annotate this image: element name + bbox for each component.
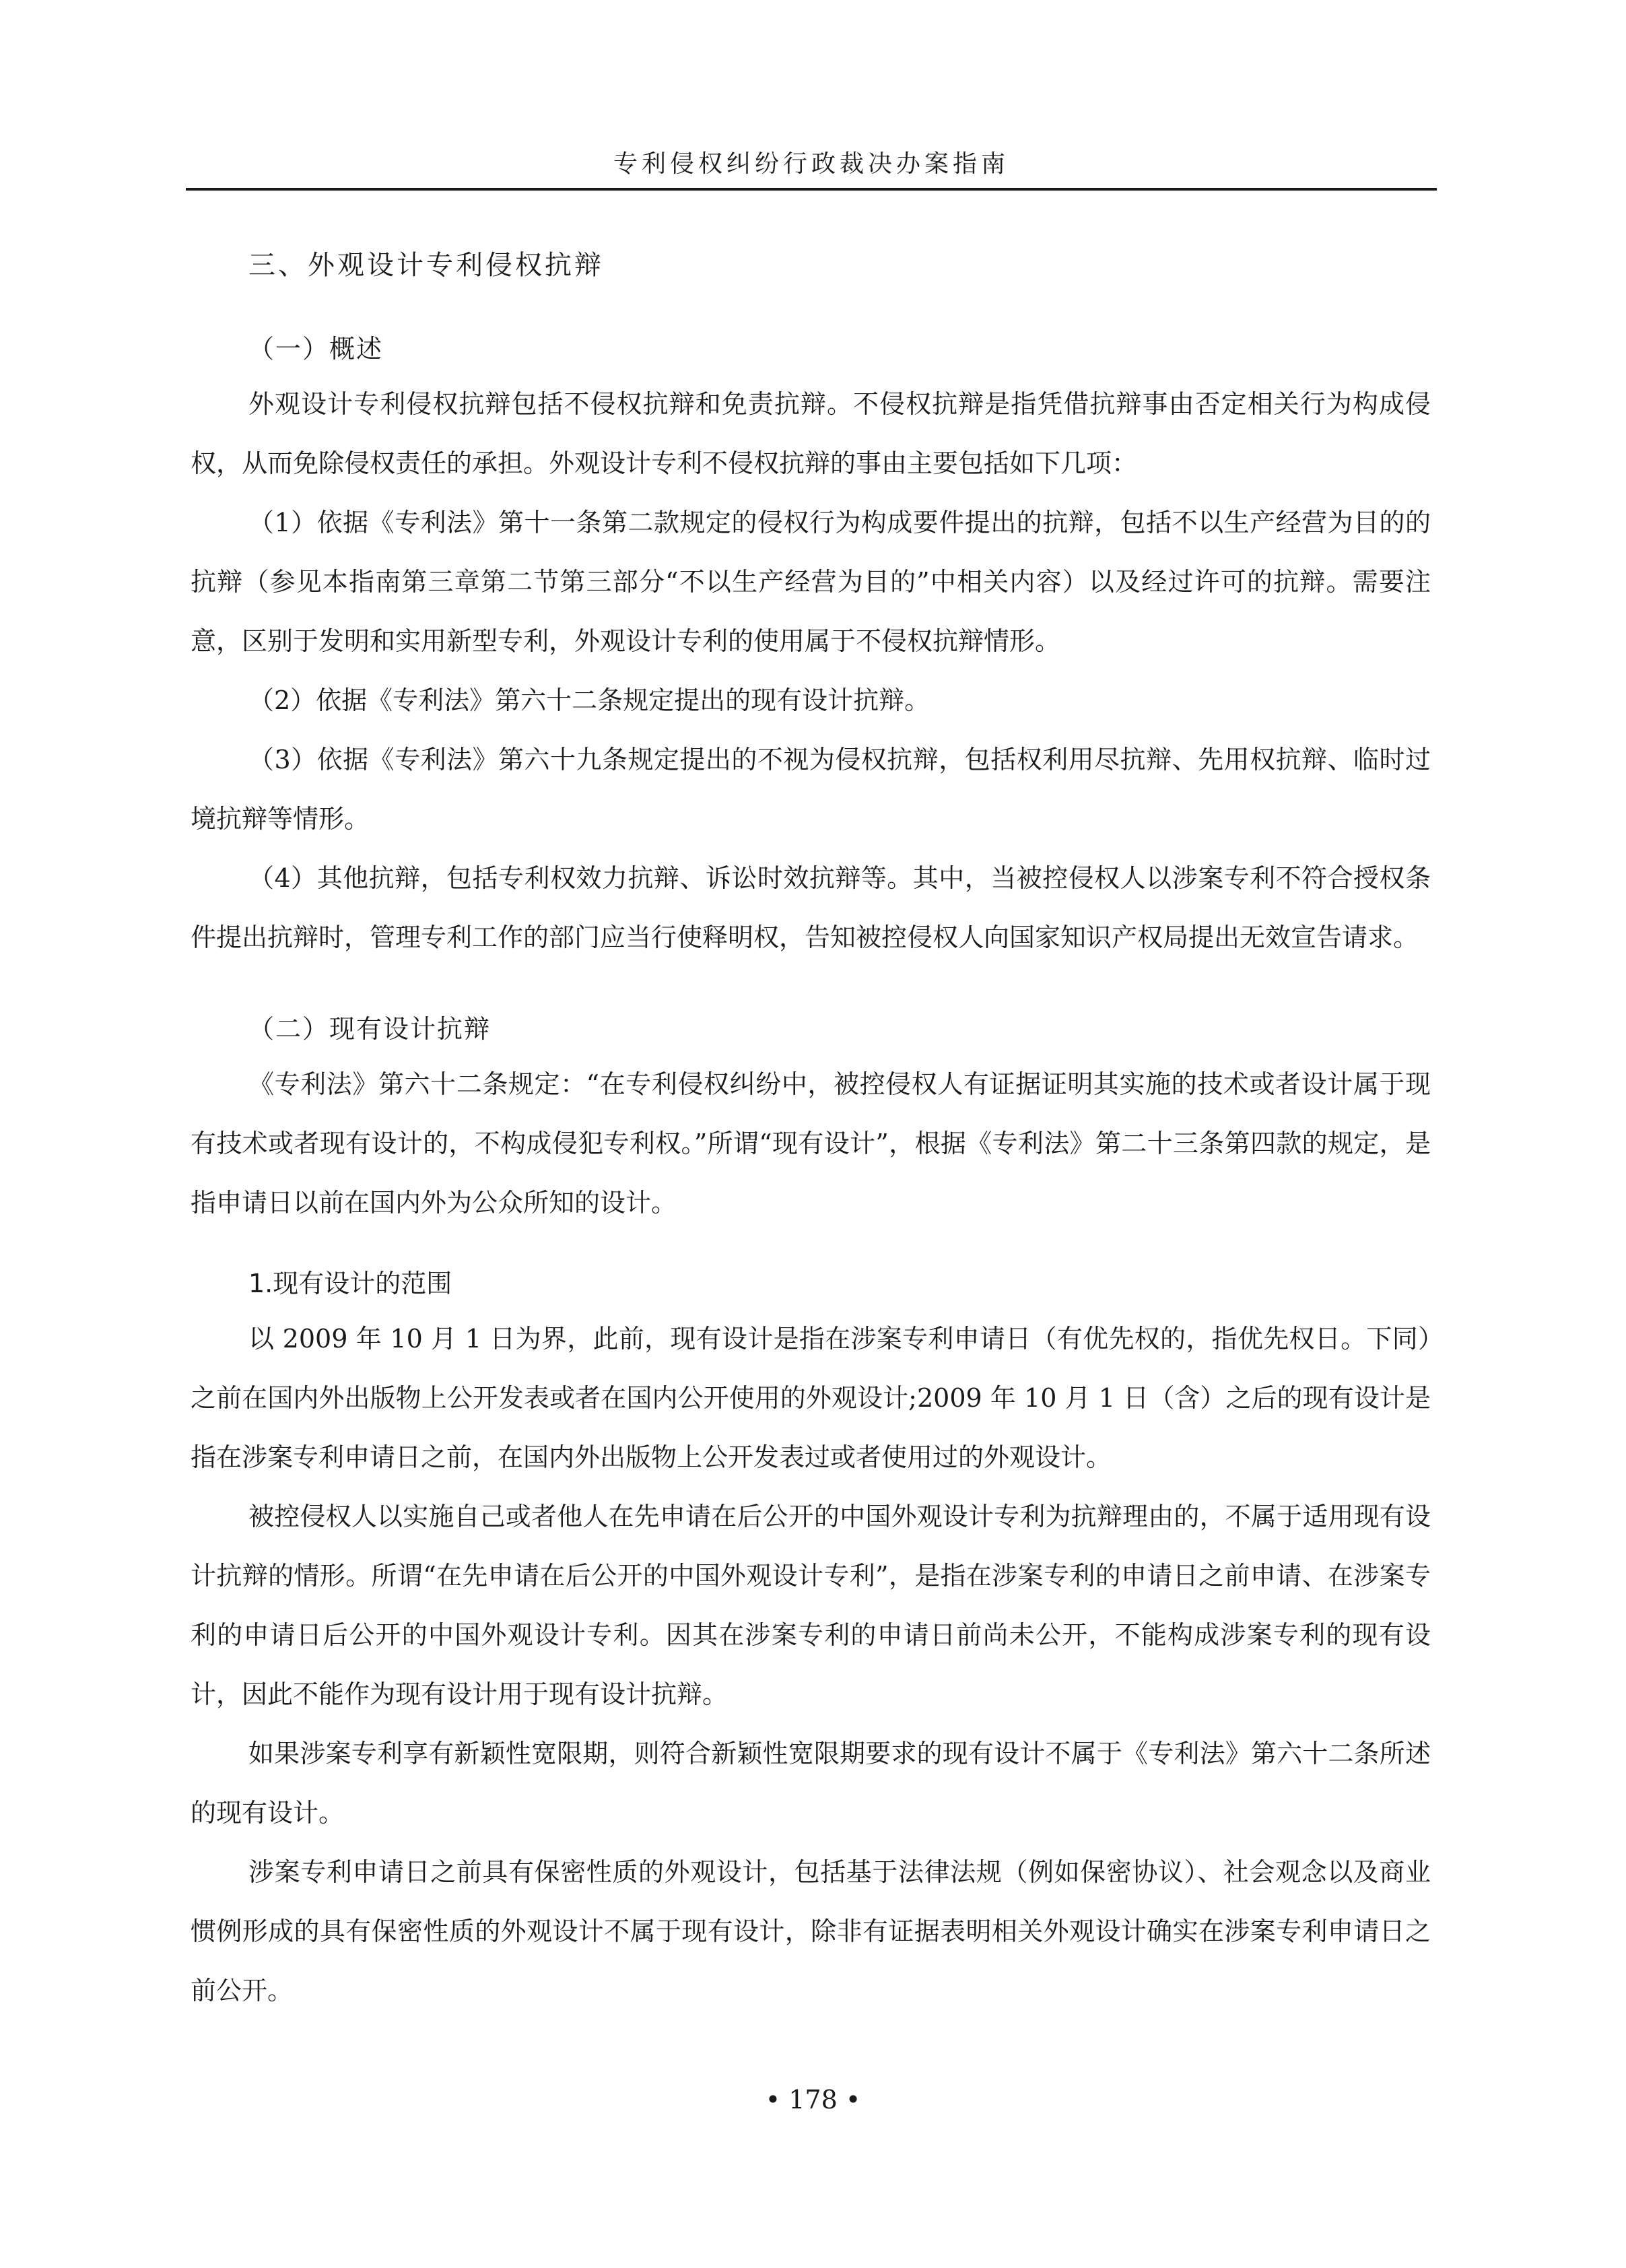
paragraph: 如果涉案专利享有新颖性宽限期，则符合新颖性宽限期要求的现有设计不属于《专利法》第六十二条所述的现有设计。 [191, 1739, 1431, 1828]
paragraph: 《专利法》第六十二条规定：“在专利侵权纠纷中，被控侵权人有证据证明其实施的技术或者设计属于现有技术或者现有设计的，不构成侵犯专利权。”所谓“现有设计”，根据《专利法》第二十三条第四款的规定，是指申请日以前在国内外为公众所知的设计。 [191, 1069, 1431, 1218]
paragraph: 以 2009 年 10 月 1 日为界，此前，现有设计是指在涉案专利申请日（有优先权的，指优先权日。下同）之前在国内外出版物上公开发表或者在国内公开使用的外观设计;2009 年 10 月 1 日（含）之后的现有设计是指在涉案专利申请日之前，在国内外出版物上公开发表过或者使用过的外观设计。 [191, 1324, 1431, 1472]
paragraph: （2）依据《专利法》第六十二条规定提出的现有设计抗辩。 [248, 686, 930, 715]
subsection-title-prior-design: （二）现有设计抗辩 [248, 1014, 492, 1044]
subsection-title-scope: 1.现有设计的范围 [248, 1269, 452, 1298]
paragraph: 外观设计专利侵权抗辩包括不侵权抗辩和免责抗辩。不侵权抗辩是指凭借抗辩事由否定相关行为构成侵权，从而免除侵权责任的承担。外观设计专利不侵权抗辩的事由主要包括如下几项： [191, 389, 1431, 478]
running-header: 专利侵权纠纷行政裁决办案指南 [613, 150, 1009, 178]
section-title: 三、外观设计专利侵权抗辩 [248, 250, 604, 281]
paragraph: （1）依据《专利法》第十一条第二款规定的侵权行为构成要件提出的抗辩，包括不以生产经营为目的的抗辩（参见本指南第三章第二节第三部分“不以生产经营为目的”中相关内容）以及经过许可的抗辩。需要注意，区别于发明和实用新型专利，外观设计专利的使用属于不侵权抗辩情形。 [191, 508, 1431, 656]
subsection-title-overview: （一）概述 [248, 334, 384, 364]
page-content [191, 230, 1431, 2020]
paragraph: （3）依据《专利法》第六十九条规定提出的不视为侵权抗辩，包括权利用尽抗辩、先用权抗辩、临时过境抗辩等情形。 [191, 745, 1431, 834]
paragraph: 涉案专利申请日之前具有保密性质的外观设计，包括基于法律法规（例如保密协议）、社会观念以及商业惯例形成的具有保密性质的外观设计不属于现有设计，除非有证据表明相关外观设计确实在涉案专利申请日之前公开。 [191, 1857, 1431, 2005]
page-number: • 178 • [765, 2085, 861, 2114]
paragraph: （4）其他抗辩，包括专利权效力抗辩、诉讼时效抗辩等。其中，当被控侵权人以涉案专利不符合授权条件提出抗辩时，管理专利工作的部门应当行使释明权，告知被控侵权人向国家知识产权局提出无效宣告请求。 [191, 863, 1431, 952]
paragraph: 被控侵权人以实施自己或者他人在先申请在后公开的中国外观设计专利为抗辩理由的，不属于适用现有设计抗辩的情形。所谓“在先申请在后公开的中国外观设计专利”，是指在涉案专利的申请日之前申请、在涉案专利的申请日后公开的中国外观设计专利。因其在涉案专利的申请日前尚未公开，不能构成涉案专利的现有设计，因此不能作为现有设计用于现有设计抗辩。 [191, 1502, 1431, 1709]
header-rule [186, 188, 1437, 191]
